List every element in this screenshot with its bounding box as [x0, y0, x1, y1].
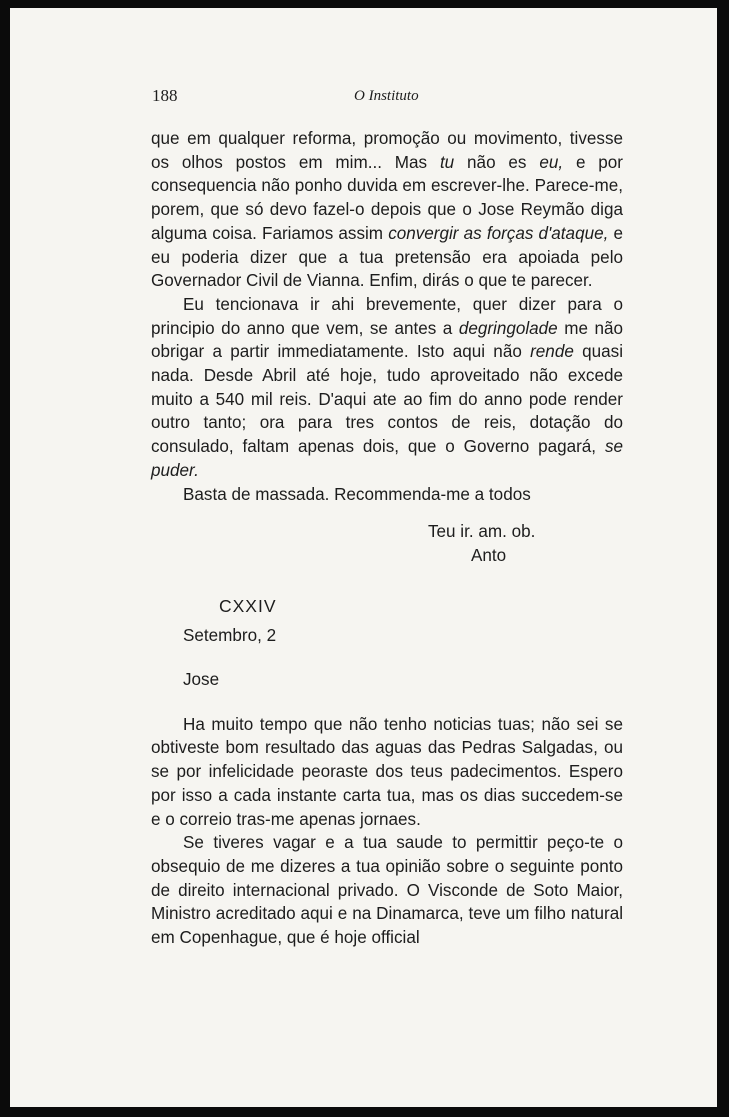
- page-number: 188: [152, 86, 178, 105]
- letter2-paragraph-2: Se tiveres vagar e a tua saude to permittir peço-te o obsequio de me dizeres a tua opinião sobre o seguinte ponto de direito internacional privado. O Visconde de Soto Maior, Ministro acreditado aqui e na Dinamarca, teve um filho natural em Copenhague, que é hoje official: [151, 833, 623, 948]
- text-run: que em qualquer reforma, promoção ou movimento, tivesse os olhos postos em mim... Mas: [151, 129, 623, 172]
- chapter-number: CXXIV: [219, 595, 277, 616]
- page-header: [10, 86, 717, 110]
- letter1-paragraph-2: [151, 293, 623, 483]
- italic-run: degringolade: [458, 318, 558, 338]
- letter1-paragraph-3: Basta de massada. Recommenda-me a todos: [183, 484, 531, 504]
- italic-run: rende: [530, 342, 574, 362]
- text-run: e eu poderia dizer que a tua pretensão era apoiada pelo Governador Civil de Vianna. Enfim, dirás o que te parecer.: [151, 223, 623, 291]
- italic-run: tu: [439, 152, 455, 172]
- text-run: Eu tencionava ir ahi brevemente, quer dizer para o principio do anno que vem, se antes a: [151, 294, 623, 338]
- text-run: quasi nada. Desde Abril até hoje, tudo aproveitado não excede muito a 540 mil reis. D'aqui ate ao fim do anno pode render outro tanto; ora para tres contos de reis, dotação do consulado, faltam apenas dois, que o Governo pagará,: [151, 342, 623, 457]
- letter-closing: Teu ir. am. ob.: [428, 522, 536, 542]
- italic-run: eu,: [539, 152, 564, 172]
- page-body: [151, 127, 623, 950]
- letter2-paragraph-1: Ha muito tempo que não tenho noticias tuas; não sei se obtiveste bom resultado das aguas das Pedras Salgadas, ou se por infelicidade peoraste dos teus padecimentos. Espero por isso a cada instante carta tua, mas os dias succedem-se e o correio tras-me apenas jornaes.: [151, 714, 623, 829]
- italic-run: se puder.: [151, 437, 623, 480]
- letter-signature: Anto: [471, 545, 507, 565]
- italic-run: convergir as forças d'ataque,: [388, 223, 609, 243]
- text-run: não es: [454, 152, 540, 172]
- running-title: O Instituto: [354, 88, 419, 104]
- letter1-paragraph-1: [151, 127, 623, 293]
- letter-salutation: Jose: [183, 670, 220, 690]
- text-run: e por consequencia não ponho duvida em escrever-lhe. Parece-me, porem, que só devo fazel-o depois que o Jose Reymão diga alguma coisa. Fariamos assim: [151, 152, 624, 243]
- letter-date: Setembro, 2: [183, 626, 277, 646]
- text-run: me não obrigar a partir immediatamente. Isto aqui não: [151, 318, 623, 362]
- book-page: [10, 8, 717, 1107]
